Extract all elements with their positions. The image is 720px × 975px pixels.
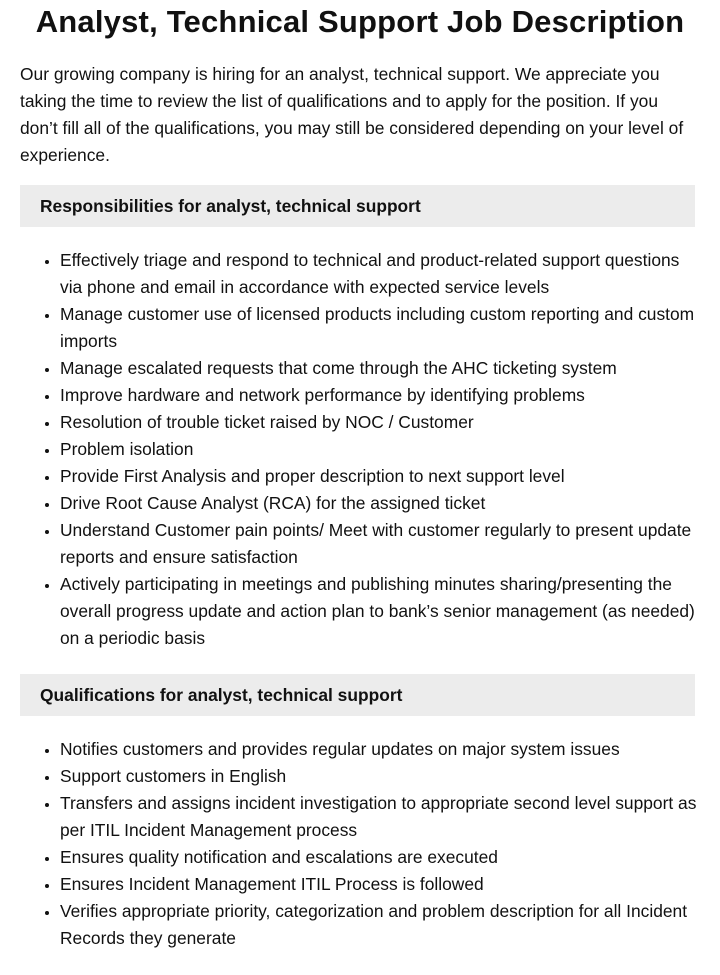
list-item: • Drive Root Cause Analyst (RCA) for the assigned ticket [60, 490, 700, 517]
list-item: • Ensures quality notification and escalations are executed [60, 844, 700, 871]
list-item: • Notifies customers and provides regular updates on major system issues [60, 736, 700, 763]
qualifications-list [0, 736, 700, 952]
list-item: • Problem isolation [60, 436, 700, 463]
page-title: Analyst, Technical Support Job Description [35, 4, 685, 39]
list-item: • Manage escalated requests that come through the AHC ticketing system [60, 355, 700, 382]
responsibilities-list [0, 247, 700, 652]
list-item: • Support customers in English [60, 763, 700, 790]
list-item: • Resolution of trouble ticket raised by NOC / Customer [60, 409, 700, 436]
list-item: • Understand Customer pain points/ Meet with customer regularly to present update reports and ensure satisfaction [60, 517, 700, 571]
qualifications-heading: Qualifications for analyst, technical support [20, 674, 695, 716]
responsibilities-heading: Responsibilities for analyst, technical support [20, 185, 695, 227]
list-item: • Provide First Analysis and proper description to next support level [60, 463, 700, 490]
list-item: • Verifies appropriate priority, categorization and problem description for all Incident Records they generate [60, 898, 700, 952]
intro-paragraph: Our growing company is hiring for an analyst, technical support. We appreciate you taking the time to review the list of qualifications and to apply for the position. If you don’t fill all of the qualifications, you may still be considered depending on your level of experience. [20, 64, 684, 165]
list-item: • Actively participating in meetings and publishing minutes sharing/presenting the overall progress update and action plan to bank’s senior management (as needed) on a periodic basis [60, 571, 700, 652]
list-item: • Ensures Incident Management ITIL Process is followed [60, 871, 700, 898]
list-item: • Manage customer use of licensed products including custom reporting and custom imports [60, 301, 700, 355]
list-item: • Improve hardware and network performance by identifying problems [60, 382, 700, 409]
list-item: • Transfers and assigns incident investigation to appropriate second level support as per ITIL Incident Management process [60, 790, 700, 844]
list-item: • Effectively triage and respond to technical and product-related support questions via phone and email in accordance with expected service levels [60, 247, 700, 301]
